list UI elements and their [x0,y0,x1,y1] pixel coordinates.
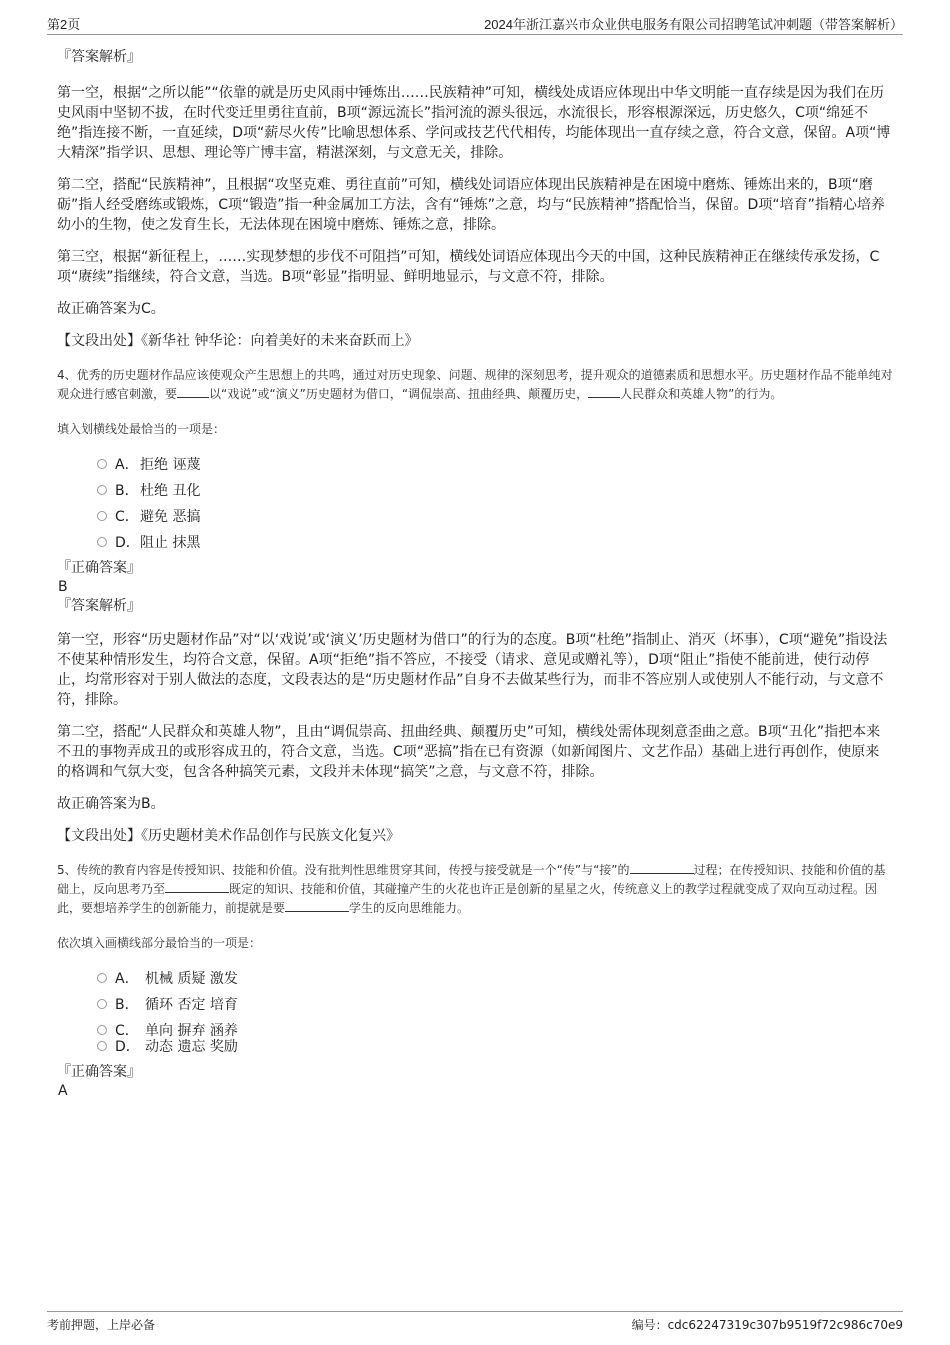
option-a[interactable]: A． 拒绝 诬蔑 [57,450,893,476]
radio-icon[interactable] [97,537,107,547]
stem-text: 学生的反向思维能力。 [349,901,470,915]
question-stem [57,366,893,404]
page-footer [47,1311,903,1338]
correct-answer: B [58,579,68,595]
options-list [57,450,893,554]
answer-conclusion: 故正确答案为B。 [57,796,165,812]
analysis-heading: 『答案解析』 [57,49,141,65]
option-c[interactable]: C． 避免 恶搞 [57,502,893,528]
analysis-heading: 『答案解析』 [57,598,141,614]
stem-text: 以“戏说”或“演义”历史题材为借口，“调侃崇高、扭曲经典、颠覆历史， [209,387,589,401]
option-b[interactable]: B． 循环 否定 培育 [57,990,893,1016]
radio-icon[interactable] [97,973,107,983]
radio-icon[interactable] [97,511,107,521]
blank-line [285,911,349,912]
document-title: 2024年浙江嘉兴市众业供电服务有限公司招聘笔试冲刺题（带答案解析） [484,17,903,32]
blank-line [165,892,229,893]
correct-answer-heading: 『正确答案』 [57,560,141,576]
option-b[interactable]: B． 杜绝 丑化 [57,476,893,502]
radio-icon[interactable] [97,485,107,495]
blank-line [588,397,620,398]
correct-answer-heading: 『正确答案』 [57,1064,141,1080]
stem-text: 5、传统的教育内容是传授知识、技能和价值。没有批判性思维贯穿其间，传授与接受就是一个“传”与“接”的 [57,863,630,877]
main-content [57,47,893,1100]
analysis-paragraph: 第二空，搭配“民族精神”，且根据“攻坚克难、勇往直前”可知，横线处词语应体现出民族精神是在困境中磨炼、锤炼出来的，B项“磨砺”指人经受磨练或锻炼，C项“锻造”指一种金属加工方法，含有“锤炼”之意，均与“民族精神”搭配恰当，保留。D项“培育”指精心培养幼小的生物，使之发育生长，无法体现在困境中磨炼、锤炼之意，排除。 [57,177,885,233]
document-id: 编号：cdc62247319c307b9519f72c986c70e9 [631,1318,903,1332]
stem-text: 4、优秀的历史题材作品应该使观众产生思想上的共鸣，通过对历史现象、问题、规律的深刻思考，提升观众的道德素质和思想水平。历史题材作品不能单纯对观众进行感官刺激，要 [57,368,893,401]
answer-conclusion: 故正确答案为C。 [57,301,165,317]
question-stem [57,861,893,918]
analysis-paragraph: 第一空，根据“之所以能”“依靠的就是历史风雨中锤炼出……民族精神”可知，横线处成语应体现出中华文明能一直存续是因为我们在历史风雨中坚韧不拔，在时代变迁里勇往直前，B项“源远流长”指河流的源头很远，水流很长，形容根源深远，历史悠久，C项“绵延不绝”指连接不断，一直延续，D项“薪尽火传”比喻思想体系、学问或技艺代代相传，均能体现出一直存续之意，符合文意，保留。A项“博大精深”指学识、思想、理论等广博丰富，精湛深刻，与文意无关，排除。 [57,85,891,161]
source-citation: 【文段出处】《新华社 钟华论：向着美好的未来奋跃而上》 [57,333,419,349]
radio-icon[interactable] [97,459,107,469]
options-list [57,964,893,1058]
analysis-paragraph: 第二空，搭配“人民群众和英雄人物”，且由“调侃崇高、扭曲经典、颠覆历史”可知，横线处需体现刻意歪曲之意。B项“丑化”指把本来不丑的事物弄成丑的或形容成丑的，符合文意，当选。C项“恶搞”指在已有资源（如新闻图片、文艺作品）基础上进行再创作，使原来的格调和气氛大变，包含各种搞笑元素，文段并未体现“搞笑”之意，与文意不符，排除。 [57,724,881,780]
option-c[interactable]: C． 单向 摒弃 涵养 [57,1016,893,1032]
analysis-paragraph: 第三空，根据“新征程上，……实现梦想的步伐不可阻挡”可知，横线处词语应体现出今天的中国，这种民族精神正在继续传承发扬，C项“赓续”指继续，符合文意，当选。B项“彰显”指明显、鲜明地显示，与文意不符，排除。 [57,249,880,285]
blank-line [177,397,209,398]
correct-answer: A [58,1083,68,1099]
stem-text: 过程；在传授知识、技能和价值的基础上，反向思考乃至 [57,863,886,896]
question-prompt: 填入划横线处最恰当的一项是： [57,422,226,436]
blank-line [630,873,694,874]
stem-text: 人民群众和英雄人物”的行为。 [620,387,783,401]
analysis-paragraph: 第一空，形容“历史题材作品”对“以‘戏说’或‘演义’历史题材为借口”的行为的态度。B项“杜绝”指制止、消灭（坏事），C项“避免”指设法不使某种情形发生，均符合文意，保留。A项“拒绝”指不答应，不接受（请求、意见或赠礼等），D项“阻止”指使不能前进，使行动停止，均常形容对于别人做法的态度，文段表达的是“历史题材作品”自身不去做某些行为，而非不答应别人或使别人不能行动，与文意不符，排除。 [57,632,888,708]
radio-icon[interactable] [97,1041,107,1051]
option-d[interactable]: D． 阻止 抹黑 [57,528,893,554]
page-number: 第2页 [47,17,81,32]
option-a[interactable]: A． 机械 质疑 激发 [57,964,893,990]
footer-slogan: 考前押题，上岸必备 [47,1318,156,1332]
page-header [47,14,903,35]
option-d[interactable]: D． 动态 遗忘 奖励 [57,1032,893,1058]
question-prompt: 依次填入画横线部分最恰当的一项是： [57,936,262,950]
radio-icon[interactable] [97,999,107,1009]
source-citation: 【文段出处】《历史题材美术作品创作与民族文化复兴》 [57,828,400,844]
stem-text: 既定的知识、技能和价值，其碰撞产生的火花也许正是创新的星星之火，传统意义上的教学过程就变成了双向互动过程。因此，要想培养学生的创新能力，前提就是要 [57,882,878,915]
